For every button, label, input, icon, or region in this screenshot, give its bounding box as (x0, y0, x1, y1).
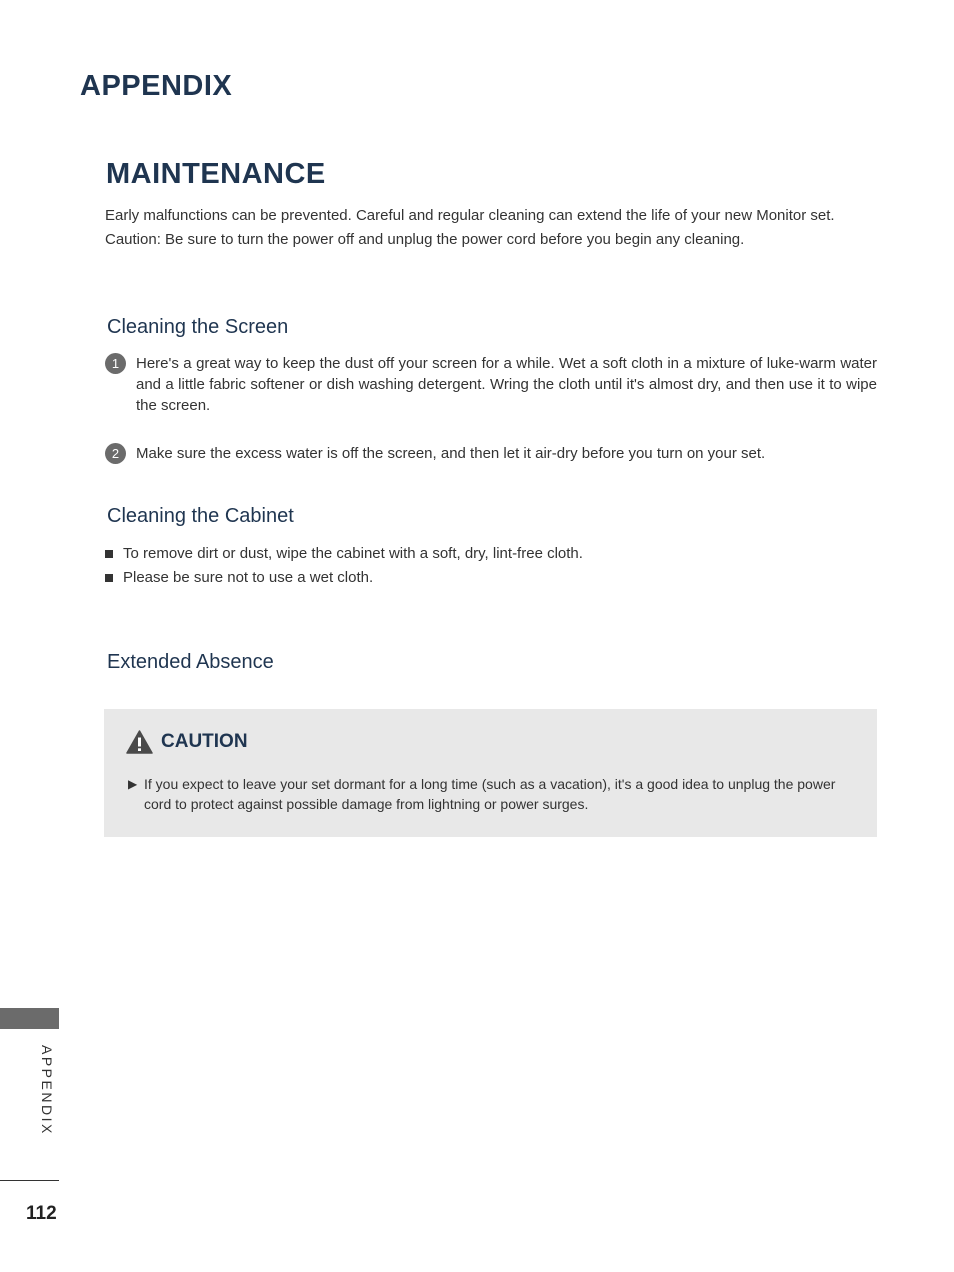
warning-triangle-icon (126, 730, 153, 754)
page-number: 112 (26, 1203, 57, 1224)
page-title: MAINTENANCE (106, 158, 326, 190)
step-text: Here's a great way to keep the dust off your screen for a while. Wet a soft cloth in a mixture of luke-warm water and a little fabric softener or dish washing detergent. Wring the cloth until it's almost dry, and then use it to wipe the screen. (136, 355, 877, 414)
caution-title: CAUTION (161, 731, 248, 752)
side-tab-label: APPENDIX (39, 1045, 55, 1136)
list-item (105, 542, 583, 566)
section-title-cleaning-screen: Cleaning the Screen (107, 316, 289, 338)
cabinet-bullet-list (105, 542, 583, 590)
intro-text (105, 205, 877, 250)
section-title-extended-absence: Extended Absence (107, 651, 274, 673)
step-number-badge: 2 (105, 443, 126, 464)
caution-item (128, 774, 858, 814)
caution-text: If you expect to leave your set dormant for a long time (such as a vacation), it's a good idea to unplug the power cord to protect against possible damage from lightning or power surges. (144, 776, 836, 812)
list-item-text: To remove dirt or dust, wipe the cabinet with a soft, dry, lint-free cloth. (123, 545, 583, 562)
caution-box (104, 709, 877, 837)
caution-header (126, 730, 248, 754)
list-item-text: Please be sure not to use a wet cloth. (123, 569, 374, 586)
triangle-bullet-icon: ▶ (128, 777, 138, 791)
square-bullet-icon (105, 574, 113, 582)
list-item (105, 566, 583, 590)
screen-step-2 (105, 443, 877, 464)
appendix-heading: APPENDIX (80, 70, 233, 102)
square-bullet-icon (105, 550, 113, 558)
side-tab-bar (0, 1008, 59, 1029)
page-number-rule (0, 1180, 59, 1181)
intro-paragraph: Early malfunctions can be prevented. Careful and regular cleaning can extend the life of your new Monitor set. (105, 207, 835, 224)
section-title-cleaning-cabinet: Cleaning the Cabinet (107, 505, 294, 527)
screen-step-1 (105, 353, 877, 416)
step-text: Make sure the excess water is off the screen, and then let it air-dry before you turn on your set. (136, 445, 766, 462)
step-number-badge: 1 (105, 353, 126, 374)
intro-caution-paragraph: Caution: Be sure to turn the power off and unplug the power cord before you begin any cleaning. (105, 231, 745, 248)
